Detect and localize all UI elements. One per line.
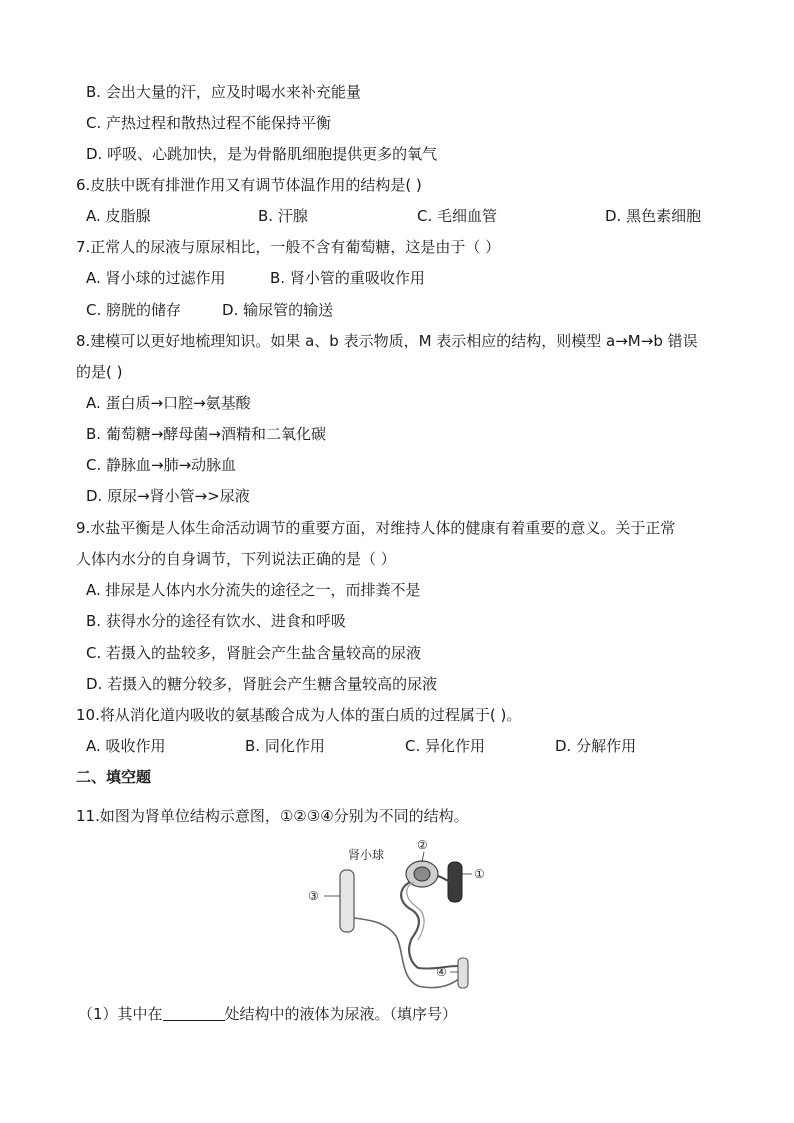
q6-option-c: C. 毛细血管 — [417, 207, 498, 225]
label-3: ③ — [308, 889, 319, 903]
q8-stem-line2: 的是( ) — [76, 363, 123, 381]
q5-option-c: C. 产热过程和散热过程不能保持平衡 — [86, 114, 332, 132]
vessel-1-shape — [448, 862, 462, 902]
q8-option-c: C. 静脉血→肺→动脉血 — [86, 456, 237, 474]
answer-blank[interactable] — [163, 1006, 225, 1021]
q6-option-b: B. 汗腺 — [258, 207, 308, 225]
q9-option-b: B. 获得水分的途径有饮水、进食和呼吸 — [86, 612, 346, 630]
q10-option-d: D. 分解作用 — [555, 737, 637, 755]
tubule-path — [401, 882, 419, 968]
label-4: ④ — [436, 965, 447, 979]
q11-sub1-suffix: 处结构中的液体为尿液。（填序号） — [224, 1005, 458, 1023]
collecting-duct-4-shape — [458, 958, 468, 988]
q7-option-c: C. 膀胱的储存 — [86, 301, 182, 319]
q11-sub1 — [78, 1004, 457, 1024]
vessel-3-shape — [340, 870, 354, 932]
q9-stem-line2: 人体内水分的自身调节，下列说法正确的是（ ） — [76, 550, 396, 568]
q8-option-a: A. 蛋白质→口腔→氨基酸 — [86, 394, 251, 412]
q9-stem-line1: 9.水盐平衡是人体生命活动调节的重要方面，对维持人体的健康有着重要的意义。关于正常 — [76, 519, 676, 537]
q8-stem-line1: 8.建模可以更好地梳理知识。如果 a、b 表示物质，M 表示相应的结构，则模型 a→M→b 错误 — [76, 332, 698, 350]
q5-option-b: B. 会出大量的汗，应及时喝水来补充能量 — [86, 83, 361, 101]
q9-option-a: A. 排尿是人体内水分流失的途径之一，而排粪不是 — [86, 581, 421, 599]
nephron-drawing — [300, 838, 500, 992]
q6-option-d: D. 黑色素细胞 — [605, 207, 702, 225]
q10-stem: 10.将从消化道内吸收的氨基酸合成为人体的蛋白质的过程属于( )。 — [76, 706, 522, 724]
q8-option-d: D. 原尿→肾小管→>尿液 — [86, 487, 250, 505]
q8-option-b: B. 葡萄糖→酵母菌→酒精和二氧化碳 — [86, 425, 326, 443]
q10-option-a: A. 吸收作用 — [86, 737, 166, 755]
label-1: ① — [474, 867, 485, 881]
q6-option-a: A. 皮脂腺 — [86, 207, 151, 225]
q5-option-d: D. 呼吸、心跳加快，是为骨骼肌细胞提供更多的氧气 — [86, 145, 438, 163]
q6-stem: 6.皮肤中既有排泄作用又有调节体温作用的结构是( ) — [76, 176, 422, 194]
q7-option-d: D. 输尿管的输送 — [222, 301, 334, 319]
label-2: ② — [417, 838, 428, 852]
section-title-fill-in: 二、填空题 — [76, 768, 152, 786]
glomerulus-shape — [414, 867, 430, 881]
q7-option-b: B. 肾小管的重吸收作用 — [270, 269, 425, 287]
q11-stem: 11.如图为肾单位结构示意图，①②③④分别为不同的结构。 — [76, 807, 469, 825]
q11-sub1-prefix: （1）其中在 — [78, 1005, 163, 1023]
q9-option-c: C. 若摄入的盐较多，肾脏会产生盐含量较高的尿液 — [86, 644, 422, 662]
q10-option-b: B. 同化作用 — [245, 737, 325, 755]
q10-option-c: C. 异化作用 — [405, 737, 486, 755]
nephron-diagram — [300, 838, 500, 992]
label-glomerulus: 肾小球 — [348, 848, 385, 862]
q7-option-a: A. 肾小球的过滤作用 — [86, 269, 226, 287]
q7-stem: 7.正常人的尿液与原尿相比，一般不含有葡萄糖，这是由于（ ） — [76, 238, 501, 256]
q9-option-d: D. 若摄入的糖分较多，肾脏会产生糖含量较高的尿液 — [86, 675, 438, 693]
